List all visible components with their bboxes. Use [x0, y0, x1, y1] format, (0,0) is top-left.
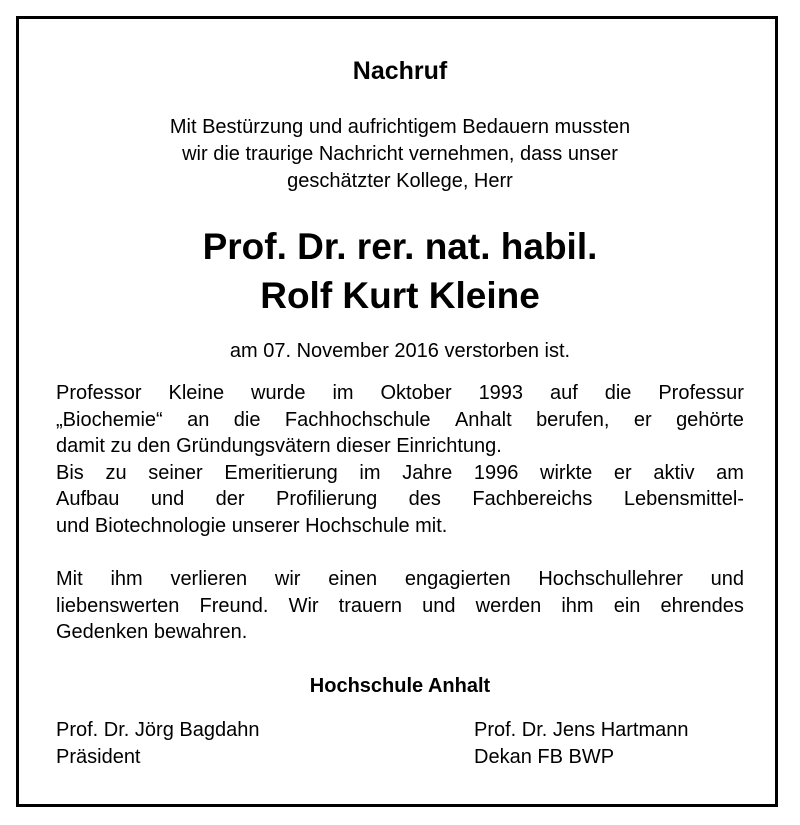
paragraph-word: des: [408, 488, 441, 510]
paragraph-word: Anhalt: [454, 408, 512, 431]
paragraph-word: aktiv: [653, 461, 695, 484]
paragraph-word: Bis: [56, 461, 84, 484]
intro-line: geschätzter Kollege, Herr: [287, 170, 513, 192]
tribute-paragraph: [56, 566, 744, 646]
institution-name: Hochschule Anhalt: [309, 675, 491, 697]
paragraph-word: damit zu den Gründungsvätern dieser Einrichtung.: [56, 435, 502, 457]
paragraph-word: wir: [274, 568, 301, 590]
paragraph-word: er: [633, 408, 652, 431]
paragraph-word: Professur: [658, 382, 744, 404]
paragraph-word: ihm: [110, 568, 143, 590]
intro-text: [0, 114, 800, 195]
paragraph-word: einen: [328, 568, 378, 590]
paragraph-line: [56, 513, 744, 540]
paragraph-word: Emeritierung: [224, 461, 338, 484]
paragraph-word: Gedenken bewahren.: [56, 621, 248, 643]
paragraph-word: im: [332, 382, 354, 404]
paragraph-word: und: [710, 568, 744, 590]
paragraph-word: seiner: [148, 461, 203, 484]
paragraph-line: [56, 566, 744, 593]
paragraph-line: [56, 380, 744, 407]
signatory-name: Prof. Dr. Jens Hartmann: [474, 719, 689, 741]
paragraph-word: trauern: [338, 594, 403, 617]
paragraph-word: 1996: [473, 461, 519, 484]
paragraph-word: wirkte: [540, 461, 593, 484]
paragraph-word: Wir: [288, 594, 319, 617]
paragraph-word: Freund.: [199, 594, 269, 617]
deceased-name: [0, 222, 800, 320]
paragraph-word: liebenswerten: [56, 594, 180, 617]
paragraph-word: die: [604, 382, 632, 404]
paragraph-word: Mit: [56, 568, 83, 590]
signatory-role: Dekan FB BWP: [474, 746, 615, 768]
signatory-left: [56, 717, 259, 771]
paragraph-line: [56, 619, 744, 646]
signatory-name: Prof. Dr. Jörg Bagdahn: [56, 719, 260, 741]
deceased-title-line: Prof. Dr. rer. nat. habil.: [202, 226, 598, 267]
paragraph-word: der: [215, 488, 245, 510]
paragraph-word: und Biotechnologie unserer Hochschule mit.: [56, 514, 448, 537]
paragraph-word: ein: [613, 594, 641, 617]
paragraph-word: Professor: [56, 382, 142, 404]
paragraph-word: Oktober: [380, 382, 452, 404]
paragraph-word: Fachhochschule: [284, 408, 431, 431]
paragraph-line: [56, 433, 744, 460]
paragraph-word: und: [150, 488, 185, 510]
paragraph-word: Aufbau: [56, 488, 120, 510]
paragraph-word: 1993: [478, 382, 524, 404]
paragraph-word: berufen,: [536, 408, 610, 431]
paragraph-word: er: [613, 461, 632, 484]
paragraph-word: auf: [549, 382, 578, 404]
paragraph-word: engagierten: [404, 568, 511, 590]
paragraph-word: ehrendes: [660, 594, 744, 617]
paragraph-word: und: [422, 594, 456, 617]
death-date-line: am 07. November 2016 verstorben ist.: [229, 340, 571, 362]
signatory-right: [474, 717, 689, 771]
paragraph-line: [56, 486, 744, 513]
paragraph-word: am: [716, 461, 744, 484]
paragraph-line: [56, 593, 744, 620]
paragraph-word: wurde: [251, 382, 306, 404]
paragraph-word: Profilierung: [276, 488, 378, 510]
paragraph-word: im: [359, 461, 381, 484]
paragraph-word: ihm: [561, 594, 594, 617]
intro-line: wir die traurige Nachricht vernehmen, dass unser: [182, 143, 618, 165]
biography-paragraph: [56, 380, 744, 539]
paragraph-word: die: [233, 408, 261, 431]
paragraph-word: Lebensmittel-: [623, 488, 744, 510]
paragraph-word: Jahre: [402, 461, 453, 484]
paragraph-word: an: [187, 408, 210, 431]
signatory-role: Präsident: [56, 746, 141, 768]
intro-line: Mit Bestürzung und aufrichtigem Bedauern mussten: [169, 116, 631, 138]
paragraph-word: werden: [475, 594, 542, 617]
notice-title: Nachruf: [352, 57, 448, 85]
deceased-name-line: Rolf Kurt Kleine: [260, 275, 540, 316]
paragraph-word: verlieren: [170, 568, 248, 590]
paragraph-word: Hochschullehrer: [538, 568, 683, 590]
paragraph-word: zu: [105, 461, 127, 484]
paragraph-word: Kleine: [168, 382, 225, 404]
paragraph-line: [56, 460, 744, 487]
paragraph-word: „Biochemie“: [56, 408, 163, 431]
paragraph-word: gehörte: [676, 408, 744, 431]
paragraph-word: Fachbereichs: [472, 488, 593, 510]
paragraph-line: [56, 407, 744, 434]
